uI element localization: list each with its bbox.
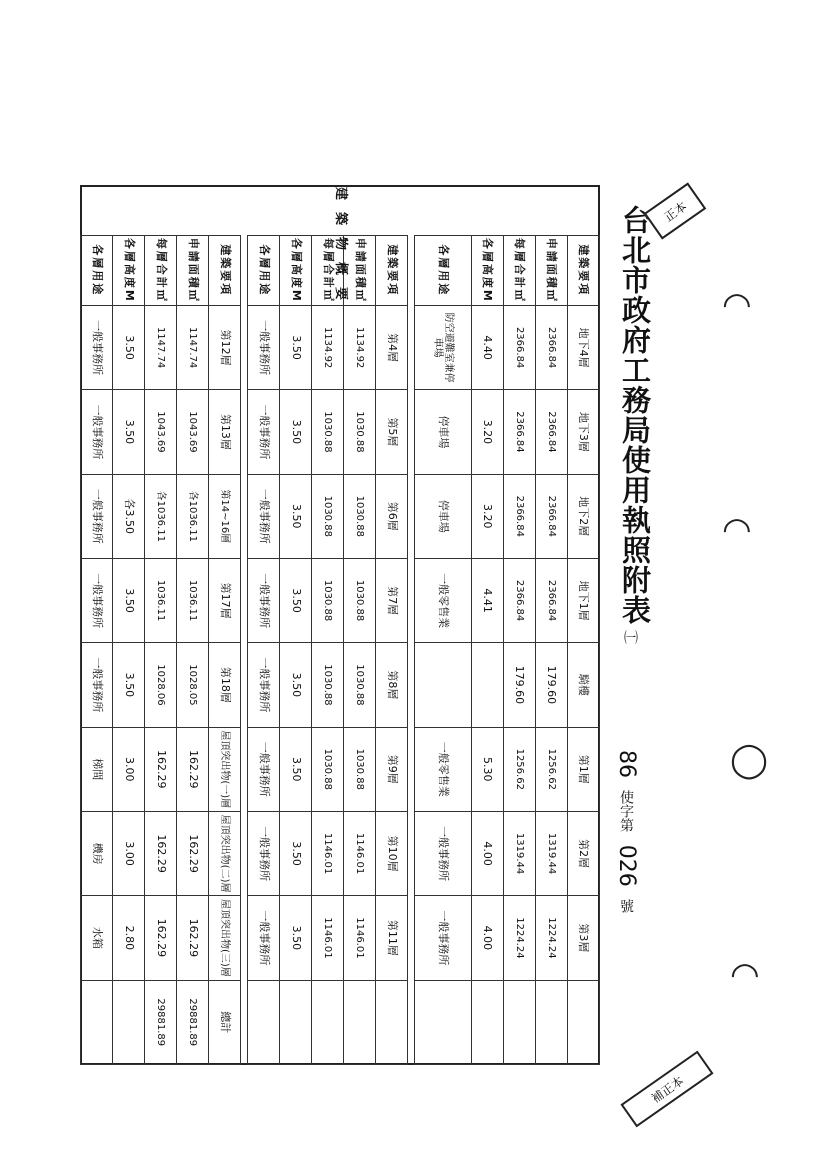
floor-header: 第3層 bbox=[567, 896, 599, 980]
table-cell: 2366.84 bbox=[535, 558, 567, 642]
table-cell: 2366.84 bbox=[503, 558, 535, 642]
margin-mark: ◯ bbox=[730, 740, 769, 780]
table-row bbox=[344, 185, 376, 1065]
permit-suffix: 號 bbox=[618, 899, 634, 914]
table-cell: 1043.69 bbox=[177, 390, 209, 474]
empty-cell bbox=[503, 980, 535, 1064]
table-cell: 1030.88 bbox=[312, 643, 344, 727]
floor-header: 屋頂突出物(三)層 bbox=[209, 896, 241, 980]
table-cell: 一般事務所 bbox=[81, 474, 113, 558]
table-row bbox=[177, 185, 209, 1065]
empty-cell bbox=[376, 980, 408, 1064]
table-cell: 1146.01 bbox=[344, 811, 376, 895]
section-gap bbox=[408, 185, 415, 1065]
table-cell: 1036.11 bbox=[177, 558, 209, 642]
table-row bbox=[81, 185, 113, 1065]
document-title-suffix: ㈠ bbox=[622, 630, 638, 644]
table-cell: 1147.74 bbox=[145, 305, 177, 389]
empty-cell bbox=[280, 980, 312, 1064]
table-cell: 一般事務所 bbox=[415, 896, 472, 980]
floor-header: 地下2層 bbox=[567, 474, 599, 558]
table-cell: 1146.01 bbox=[344, 896, 376, 980]
table-cell: 各1036.11 bbox=[177, 474, 209, 558]
table-cell: 1319.44 bbox=[503, 811, 535, 895]
header-label: 建築要項 bbox=[376, 235, 408, 305]
table-cell: 機房 bbox=[81, 811, 113, 895]
table-cell: 3.50 bbox=[280, 643, 312, 727]
empty-cell bbox=[535, 980, 567, 1064]
table-cell: 一般事務所 bbox=[81, 558, 113, 642]
table-cell: 防空避難室兼停車場 bbox=[415, 305, 472, 389]
table-cell: 3.50 bbox=[113, 558, 145, 642]
table-cell: 1134.92 bbox=[344, 305, 376, 389]
table-cell: 3.50 bbox=[113, 643, 145, 727]
table-cell: 1030.88 bbox=[344, 727, 376, 811]
table-cell: 一般事務所 bbox=[248, 896, 280, 980]
table-cell: 162.29 bbox=[177, 727, 209, 811]
empty-cell bbox=[248, 980, 280, 1064]
floor-header: 第7層 bbox=[376, 558, 408, 642]
table-row bbox=[471, 185, 503, 1065]
row-label: 申請面積㎡ bbox=[344, 235, 376, 305]
table-cell: 3.20 bbox=[471, 390, 503, 474]
table-row bbox=[280, 185, 312, 1065]
document-title: 台北市政府工務局使用執照附表 bbox=[618, 205, 652, 625]
table-cell: 一般事務所 bbox=[248, 305, 280, 389]
row-label: 各層用途 bbox=[415, 235, 472, 305]
side-label: 建築物概要 bbox=[333, 187, 348, 313]
margin-mark: ◠ bbox=[722, 510, 752, 550]
table-cell: 1043.69 bbox=[145, 390, 177, 474]
table-cell: 3.50 bbox=[280, 727, 312, 811]
table-cell: 29881.89 bbox=[177, 980, 209, 1064]
table-cell: 一般事務所 bbox=[248, 727, 280, 811]
table-cell: 1256.62 bbox=[535, 727, 567, 811]
table-cell: 1134.92 bbox=[312, 305, 344, 389]
table-cell: 2.80 bbox=[113, 896, 145, 980]
table-cell: 2366.84 bbox=[503, 305, 535, 389]
table-header-row bbox=[376, 185, 408, 1065]
table-header-row bbox=[209, 185, 241, 1065]
table-cell: 1030.88 bbox=[312, 558, 344, 642]
row-label: 申請面積㎡ bbox=[177, 235, 209, 305]
table-row bbox=[415, 185, 472, 1065]
table-cell: 一般事務所 bbox=[248, 390, 280, 474]
table-cell bbox=[471, 643, 503, 727]
floor-header: 第6層 bbox=[376, 474, 408, 558]
table-cell: 各1036.11 bbox=[145, 474, 177, 558]
table-cell: 1030.88 bbox=[344, 390, 376, 474]
table-cell: 1146.01 bbox=[312, 896, 344, 980]
table-cell: 3.00 bbox=[113, 811, 145, 895]
permit-year: 86 bbox=[614, 750, 639, 778]
table-cell: 一般事務所 bbox=[248, 643, 280, 727]
row-label: 各層高度M bbox=[471, 235, 503, 305]
table-cell: 4.41 bbox=[471, 558, 503, 642]
header-label: 建築要項 bbox=[567, 235, 599, 305]
floor-header: 第17層 bbox=[209, 558, 241, 642]
table-cell: 一般事務所 bbox=[415, 811, 472, 895]
table-cell: 162.29 bbox=[177, 811, 209, 895]
scan-edge bbox=[0, 0, 832, 60]
row-label: 各層用途 bbox=[248, 235, 280, 305]
empty-cell bbox=[567, 980, 599, 1064]
table-cell: 179.60 bbox=[503, 643, 535, 727]
table-cell: 一般零售業 bbox=[415, 558, 472, 642]
gap-cell bbox=[241, 235, 248, 1064]
table-cell: 停車場 bbox=[415, 390, 472, 474]
table-cell: 一般事務所 bbox=[248, 474, 280, 558]
table-cell: 162.29 bbox=[177, 896, 209, 980]
table-cell: 4.40 bbox=[471, 305, 503, 389]
gap-cell bbox=[408, 235, 415, 1064]
table-cell: 1030.88 bbox=[312, 474, 344, 558]
empty-cell bbox=[312, 980, 344, 1064]
table-cell: 1028.05 bbox=[177, 643, 209, 727]
table-cell bbox=[415, 643, 472, 727]
table-cell: 停車場 bbox=[415, 474, 472, 558]
table-cell: 3.00 bbox=[113, 727, 145, 811]
building-summary-table bbox=[80, 185, 600, 1065]
table-cell: 一般事務所 bbox=[81, 305, 113, 389]
table-cell: 1256.62 bbox=[503, 727, 535, 811]
table-cell: 29881.89 bbox=[145, 980, 177, 1064]
floor-header: 第5層 bbox=[376, 390, 408, 474]
floor-header: 第13層 bbox=[209, 390, 241, 474]
row-label: 每層合計㎡ bbox=[145, 235, 177, 305]
table-row bbox=[145, 185, 177, 1065]
floor-header: 屋頂突出物(二)層 bbox=[209, 811, 241, 895]
table-cell: 2366.84 bbox=[535, 474, 567, 558]
table-cell: 梯間 bbox=[81, 727, 113, 811]
table-cell bbox=[113, 980, 145, 1064]
empty-cell bbox=[415, 980, 472, 1064]
floor-header: 第18層 bbox=[209, 643, 241, 727]
table-cell: 1030.88 bbox=[312, 390, 344, 474]
table-cell: 3.50 bbox=[113, 390, 145, 474]
floor-header: 屋頂突出物(一)層 bbox=[209, 727, 241, 811]
table-cell: 一般零售業 bbox=[415, 727, 472, 811]
permit-prefix: 使字第 bbox=[618, 790, 634, 833]
table-cell: 一般事務所 bbox=[248, 558, 280, 642]
table-cell: 3.50 bbox=[280, 305, 312, 389]
table-cell: 162.29 bbox=[145, 896, 177, 980]
floor-header: 第12層 bbox=[209, 305, 241, 389]
section-gap bbox=[241, 185, 248, 1065]
table-cell: 1224.24 bbox=[503, 896, 535, 980]
table-cell: 4.00 bbox=[471, 896, 503, 980]
table-cell: 2366.84 bbox=[535, 305, 567, 389]
table-cell: 1030.88 bbox=[344, 558, 376, 642]
floor-header: 第10層 bbox=[376, 811, 408, 895]
data-grid bbox=[80, 185, 600, 1065]
row-label: 各層高度M bbox=[113, 235, 145, 305]
table-row bbox=[248, 185, 280, 1065]
table-cell: 一般事務所 bbox=[81, 390, 113, 474]
table-cell: 1147.74 bbox=[177, 305, 209, 389]
table-cell: 1224.24 bbox=[535, 896, 567, 980]
table-cell: 1146.01 bbox=[312, 811, 344, 895]
floor-header: 騎樓 bbox=[567, 643, 599, 727]
table-cell: 3.20 bbox=[471, 474, 503, 558]
header-label: 建築要項 bbox=[209, 235, 241, 305]
table-cell: 3.50 bbox=[113, 305, 145, 389]
table-cell: 162.29 bbox=[145, 811, 177, 895]
table-cell: 1036.11 bbox=[145, 558, 177, 642]
table-cell: 1028.06 bbox=[145, 643, 177, 727]
table-cell: 1030.88 bbox=[344, 643, 376, 727]
empty-cell bbox=[344, 980, 376, 1064]
table-cell: 162.29 bbox=[145, 727, 177, 811]
floor-header: 第4層 bbox=[376, 305, 408, 389]
table-cell: 2366.84 bbox=[503, 474, 535, 558]
table-row bbox=[503, 185, 535, 1065]
table-cell: 一般事務所 bbox=[81, 643, 113, 727]
floor-header: 地下1層 bbox=[567, 558, 599, 642]
table-cell: 各3.50 bbox=[113, 474, 145, 558]
table-cell: 3.50 bbox=[280, 896, 312, 980]
table-cell: 179.60 bbox=[535, 643, 567, 727]
table-cell: 3.50 bbox=[280, 558, 312, 642]
table-cell: 5.30 bbox=[471, 727, 503, 811]
floor-header: 第9層 bbox=[376, 727, 408, 811]
floor-header: 第14~16層 bbox=[209, 474, 241, 558]
table-cell: 水箱 bbox=[81, 896, 113, 980]
table-cell: 2366.84 bbox=[535, 390, 567, 474]
table-cell: 1319.44 bbox=[535, 811, 567, 895]
permit-number bbox=[614, 750, 639, 919]
floor-header: 第2層 bbox=[567, 811, 599, 895]
margin-mark: ◠ bbox=[722, 285, 752, 325]
floor-header: 總計 bbox=[209, 980, 241, 1064]
floor-header: 第11層 bbox=[376, 896, 408, 980]
table-cell: 3.50 bbox=[280, 811, 312, 895]
table-cell: 1030.88 bbox=[344, 474, 376, 558]
row-label: 每層合計㎡ bbox=[312, 235, 344, 305]
table-header-row bbox=[567, 185, 599, 1065]
table-cell bbox=[81, 980, 113, 1064]
floor-header: 第8層 bbox=[376, 643, 408, 727]
table-row bbox=[113, 185, 145, 1065]
table-cell: 2366.84 bbox=[503, 390, 535, 474]
table-row bbox=[535, 185, 567, 1065]
table-cell: 4.00 bbox=[471, 811, 503, 895]
row-label: 每層合計㎡ bbox=[503, 235, 535, 305]
table-cell: 3.50 bbox=[280, 474, 312, 558]
row-label: 各層用途 bbox=[81, 235, 113, 305]
floor-header: 地下4層 bbox=[567, 305, 599, 389]
floor-header: 第1層 bbox=[567, 727, 599, 811]
permit-serial: 026 bbox=[614, 844, 639, 887]
empty-cell bbox=[471, 980, 503, 1064]
table-row bbox=[312, 185, 344, 1065]
row-label: 各層高度M bbox=[280, 235, 312, 305]
table-cell: 3.50 bbox=[280, 390, 312, 474]
stamp-correction: 補正本 bbox=[620, 1051, 713, 1128]
row-label: 申請面積㎡ bbox=[535, 235, 567, 305]
table-cell: 一般事務所 bbox=[248, 811, 280, 895]
stamp-original: 正本 bbox=[644, 182, 707, 239]
margin-mark: ◠ bbox=[730, 955, 760, 995]
table-cell: 1030.88 bbox=[312, 727, 344, 811]
floor-header: 地下3層 bbox=[567, 390, 599, 474]
